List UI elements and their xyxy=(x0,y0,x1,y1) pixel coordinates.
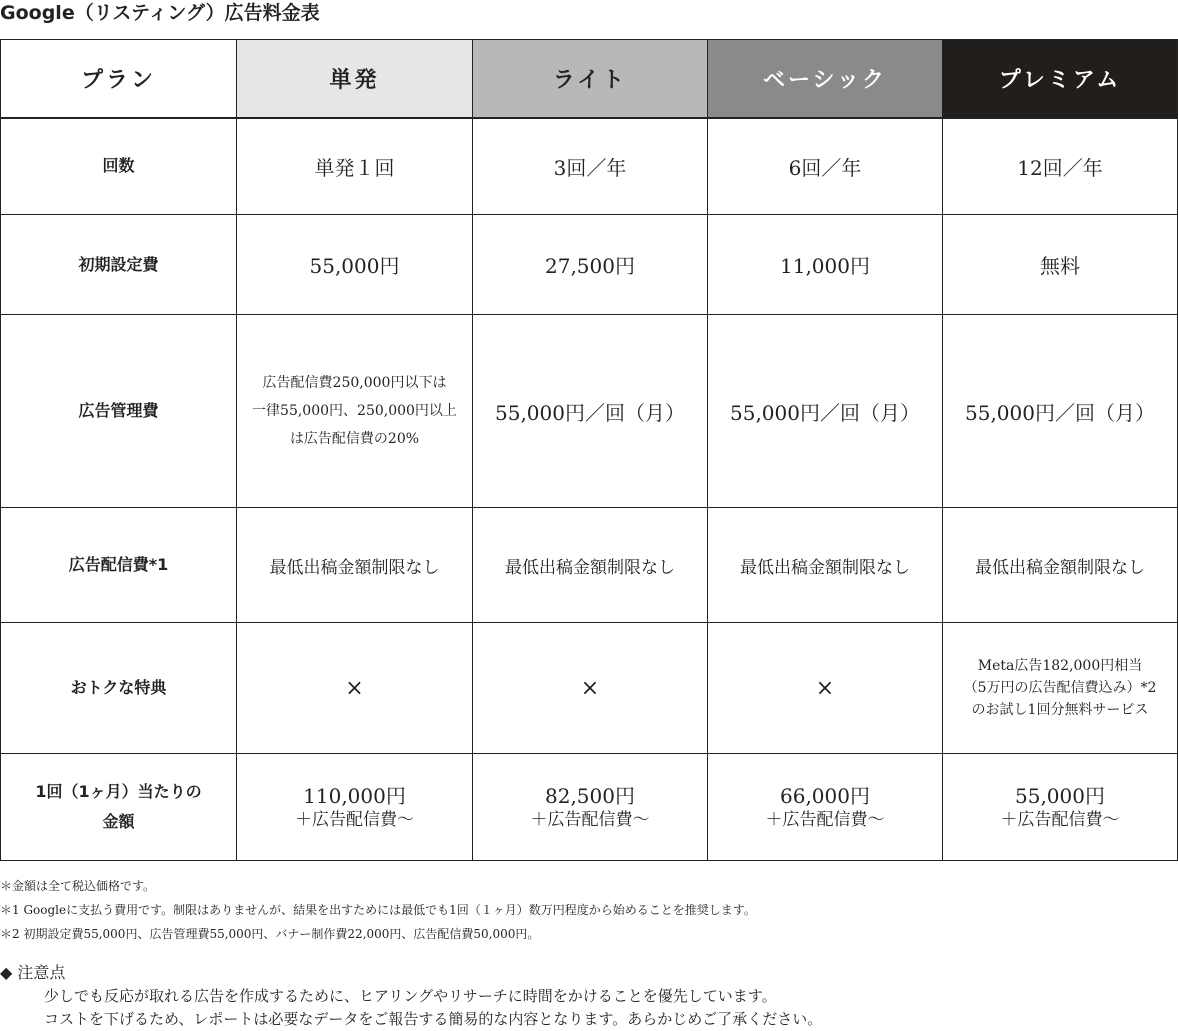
management-fee-premium: 55,000円／回（月） xyxy=(943,315,1178,508)
count-single: 単発１回 xyxy=(237,118,473,215)
footnotes xyxy=(0,874,756,946)
setup-fee-light: 27,500円 xyxy=(473,215,708,315)
ad-spend-light: 最低出稿金額制限なし xyxy=(473,508,708,623)
management-fee-basic: 55,000円／回（月） xyxy=(708,315,943,508)
benefit-row xyxy=(1,623,1178,754)
plan-header-basic: ベーシック xyxy=(708,40,943,118)
count-basic: 6回／年 xyxy=(708,118,943,215)
benefit-premium-line: のお試し1回分無料サービス xyxy=(971,702,1149,718)
ad-spend-basic: 最低出稿金額制限なし xyxy=(708,508,943,623)
caution-heading: ◆ 注意点 xyxy=(0,963,66,982)
management-fee-row xyxy=(1,315,1178,508)
monthly-amount-single xyxy=(237,754,473,861)
row-label-count: 回数 xyxy=(1,118,237,215)
monthly-amount-suffix: ＋広告配信費〜 xyxy=(295,810,414,830)
monthly-amount-value: 110,000円 xyxy=(303,784,406,808)
footnote: ＊金額は全て税込価格です。 xyxy=(0,879,156,893)
benefit-premium-line: （5万円の広告配信費込み）*2 xyxy=(963,680,1157,696)
row-label-ad-spend: 広告配信費*1 xyxy=(1,508,237,623)
setup-fee-single: 55,000円 xyxy=(237,215,473,315)
footnote: ＊1 Googleに支払う費用です。制限はありませんが、結果を出すためには最低でも1回（１ヶ月）数万円程度から始めることを推奨します。 xyxy=(0,903,756,917)
monthly-amount-suffix: ＋広告配信費〜 xyxy=(1000,810,1120,830)
plan-header-light: ライト xyxy=(473,40,708,118)
monthly-amount-value: 66,000円 xyxy=(780,784,870,808)
caution-section xyxy=(0,961,822,1031)
count-premium: 12回／年 xyxy=(943,118,1178,215)
count-light: 3回／年 xyxy=(473,118,708,215)
monthly-amount-premium xyxy=(943,754,1178,861)
monthly-amount-row xyxy=(1,754,1178,861)
caution-line: コストを下げるため、レポートは必要なデータをご報告する簡易的な内容となります。あらかじめご了承ください。 xyxy=(44,1010,823,1028)
monthly-amount-basic xyxy=(708,754,943,861)
management-fee-single-line: 広告配信費250,000円以下は xyxy=(262,375,447,391)
row-label-monthly-line: 1回（1ヶ月）当たりの xyxy=(35,782,202,801)
ad-spend-premium: 最低出稿金額制限なし xyxy=(943,508,1178,623)
management-fee-light: 55,000円／回（月） xyxy=(473,315,708,508)
plan-header-label: プラン xyxy=(1,40,237,118)
management-fee-single-line: 一律55,000円、250,000円以上 xyxy=(252,403,457,419)
caution-line: 少しでも反応が取れる広告を作成するために、ヒアリングやリサーチに時間をかけることを優先しています。 xyxy=(44,987,777,1005)
row-label-management-fee: 広告管理費 xyxy=(1,315,237,508)
row-label-monthly-line: 金額 xyxy=(102,812,135,831)
footnote: ＊2 初期設定費55,000円、広告管理費55,000円、バナー制作費22,000円、広告配信費50,000円。 xyxy=(0,927,540,941)
benefit-light: × xyxy=(473,623,708,754)
ad-spend-row xyxy=(1,508,1178,623)
count-row xyxy=(1,118,1178,215)
plan-header-row xyxy=(1,40,1178,118)
row-label-monthly-amount xyxy=(1,754,237,861)
setup-fee-basic: 11,000円 xyxy=(708,215,943,315)
benefit-premium-line: Meta広告182,000円相当 xyxy=(977,658,1143,674)
page-title: Google（リスティング）広告料金表 xyxy=(0,2,320,24)
monthly-amount-value: 82,500円 xyxy=(545,784,635,808)
row-label-benefit: おトクな特典 xyxy=(1,623,237,754)
plan-header-single: 単発 xyxy=(237,40,473,118)
monthly-amount-suffix: ＋広告配信費〜 xyxy=(530,810,650,830)
monthly-amount-suffix: ＋広告配信費〜 xyxy=(765,810,885,830)
management-fee-single-line: は広告配信費の20% xyxy=(289,431,420,447)
monthly-amount-light xyxy=(473,754,708,861)
ad-spend-single: 最低出稿金額制限なし xyxy=(237,508,473,623)
monthly-amount-value: 55,000円 xyxy=(1015,784,1105,808)
management-fee-single xyxy=(237,315,473,508)
plan-header-premium: プレミアム xyxy=(943,40,1178,118)
benefit-single: × xyxy=(237,623,473,754)
setup-fee-row xyxy=(1,215,1178,315)
benefit-basic: × xyxy=(708,623,943,754)
row-label-setup-fee: 初期設定費 xyxy=(1,215,237,315)
setup-fee-premium: 無料 xyxy=(943,215,1178,315)
benefit-premium xyxy=(943,623,1178,754)
price-table xyxy=(0,39,1178,861)
